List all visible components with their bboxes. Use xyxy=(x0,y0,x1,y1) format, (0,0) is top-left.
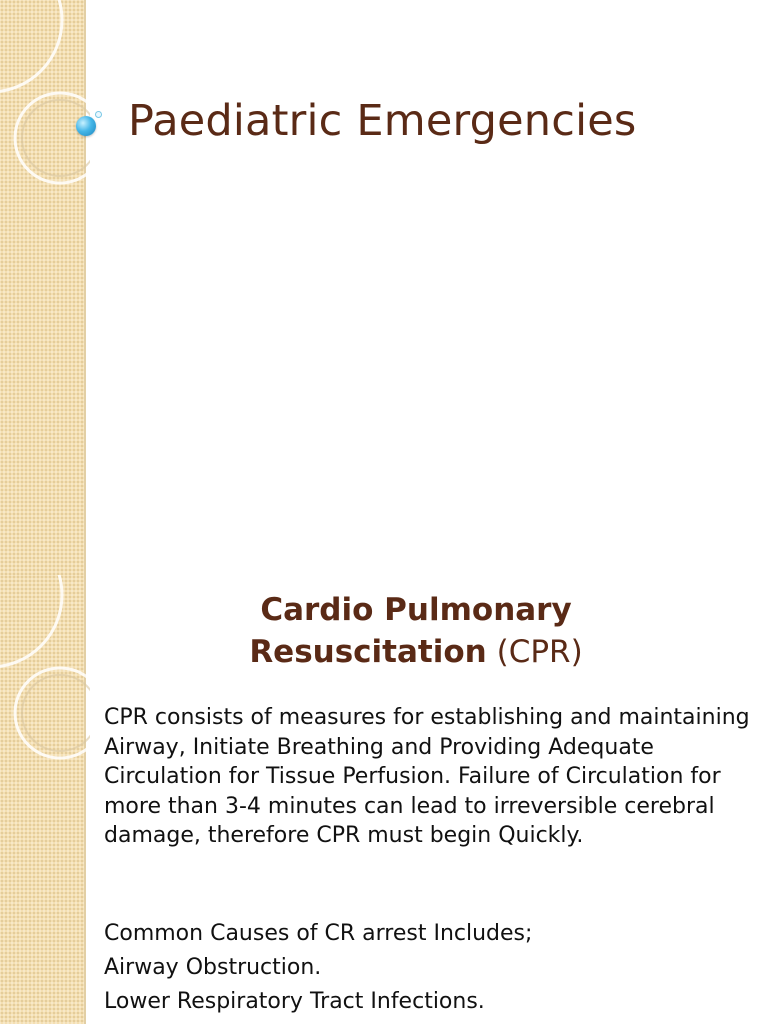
list-item: Airway Obstruction. xyxy=(104,955,322,980)
causes-list xyxy=(104,917,754,1019)
heading-bold-text: Cardio Pulmonary Resuscitation xyxy=(249,592,572,670)
section-heading xyxy=(140,589,692,673)
decorative-circles xyxy=(0,575,90,1024)
paragraph-text: CPR consists of measures for establishing and maintaining Airway, Initiate Breathing and Providing Adequate Circulation for Tissue Perfusion. Failure of Circulation for more than 3-4 minutes can lead to irreversible cerebral damage, therefore CPR must begin Quickly. xyxy=(104,705,750,848)
list-item: Common Causes of CR arrest Includes; xyxy=(104,921,533,946)
slide-cpr xyxy=(0,575,768,1024)
list-item: Lower Respiratory Tract Infections. xyxy=(104,989,485,1014)
blue-orb-icon xyxy=(76,116,96,136)
decorative-circles xyxy=(0,0,90,575)
page-title: Paediatric Emergencies xyxy=(128,96,637,146)
cpr-paragraph xyxy=(104,703,754,851)
heading-suffix: (CPR) xyxy=(496,634,583,670)
small-orb-icon xyxy=(95,111,102,118)
